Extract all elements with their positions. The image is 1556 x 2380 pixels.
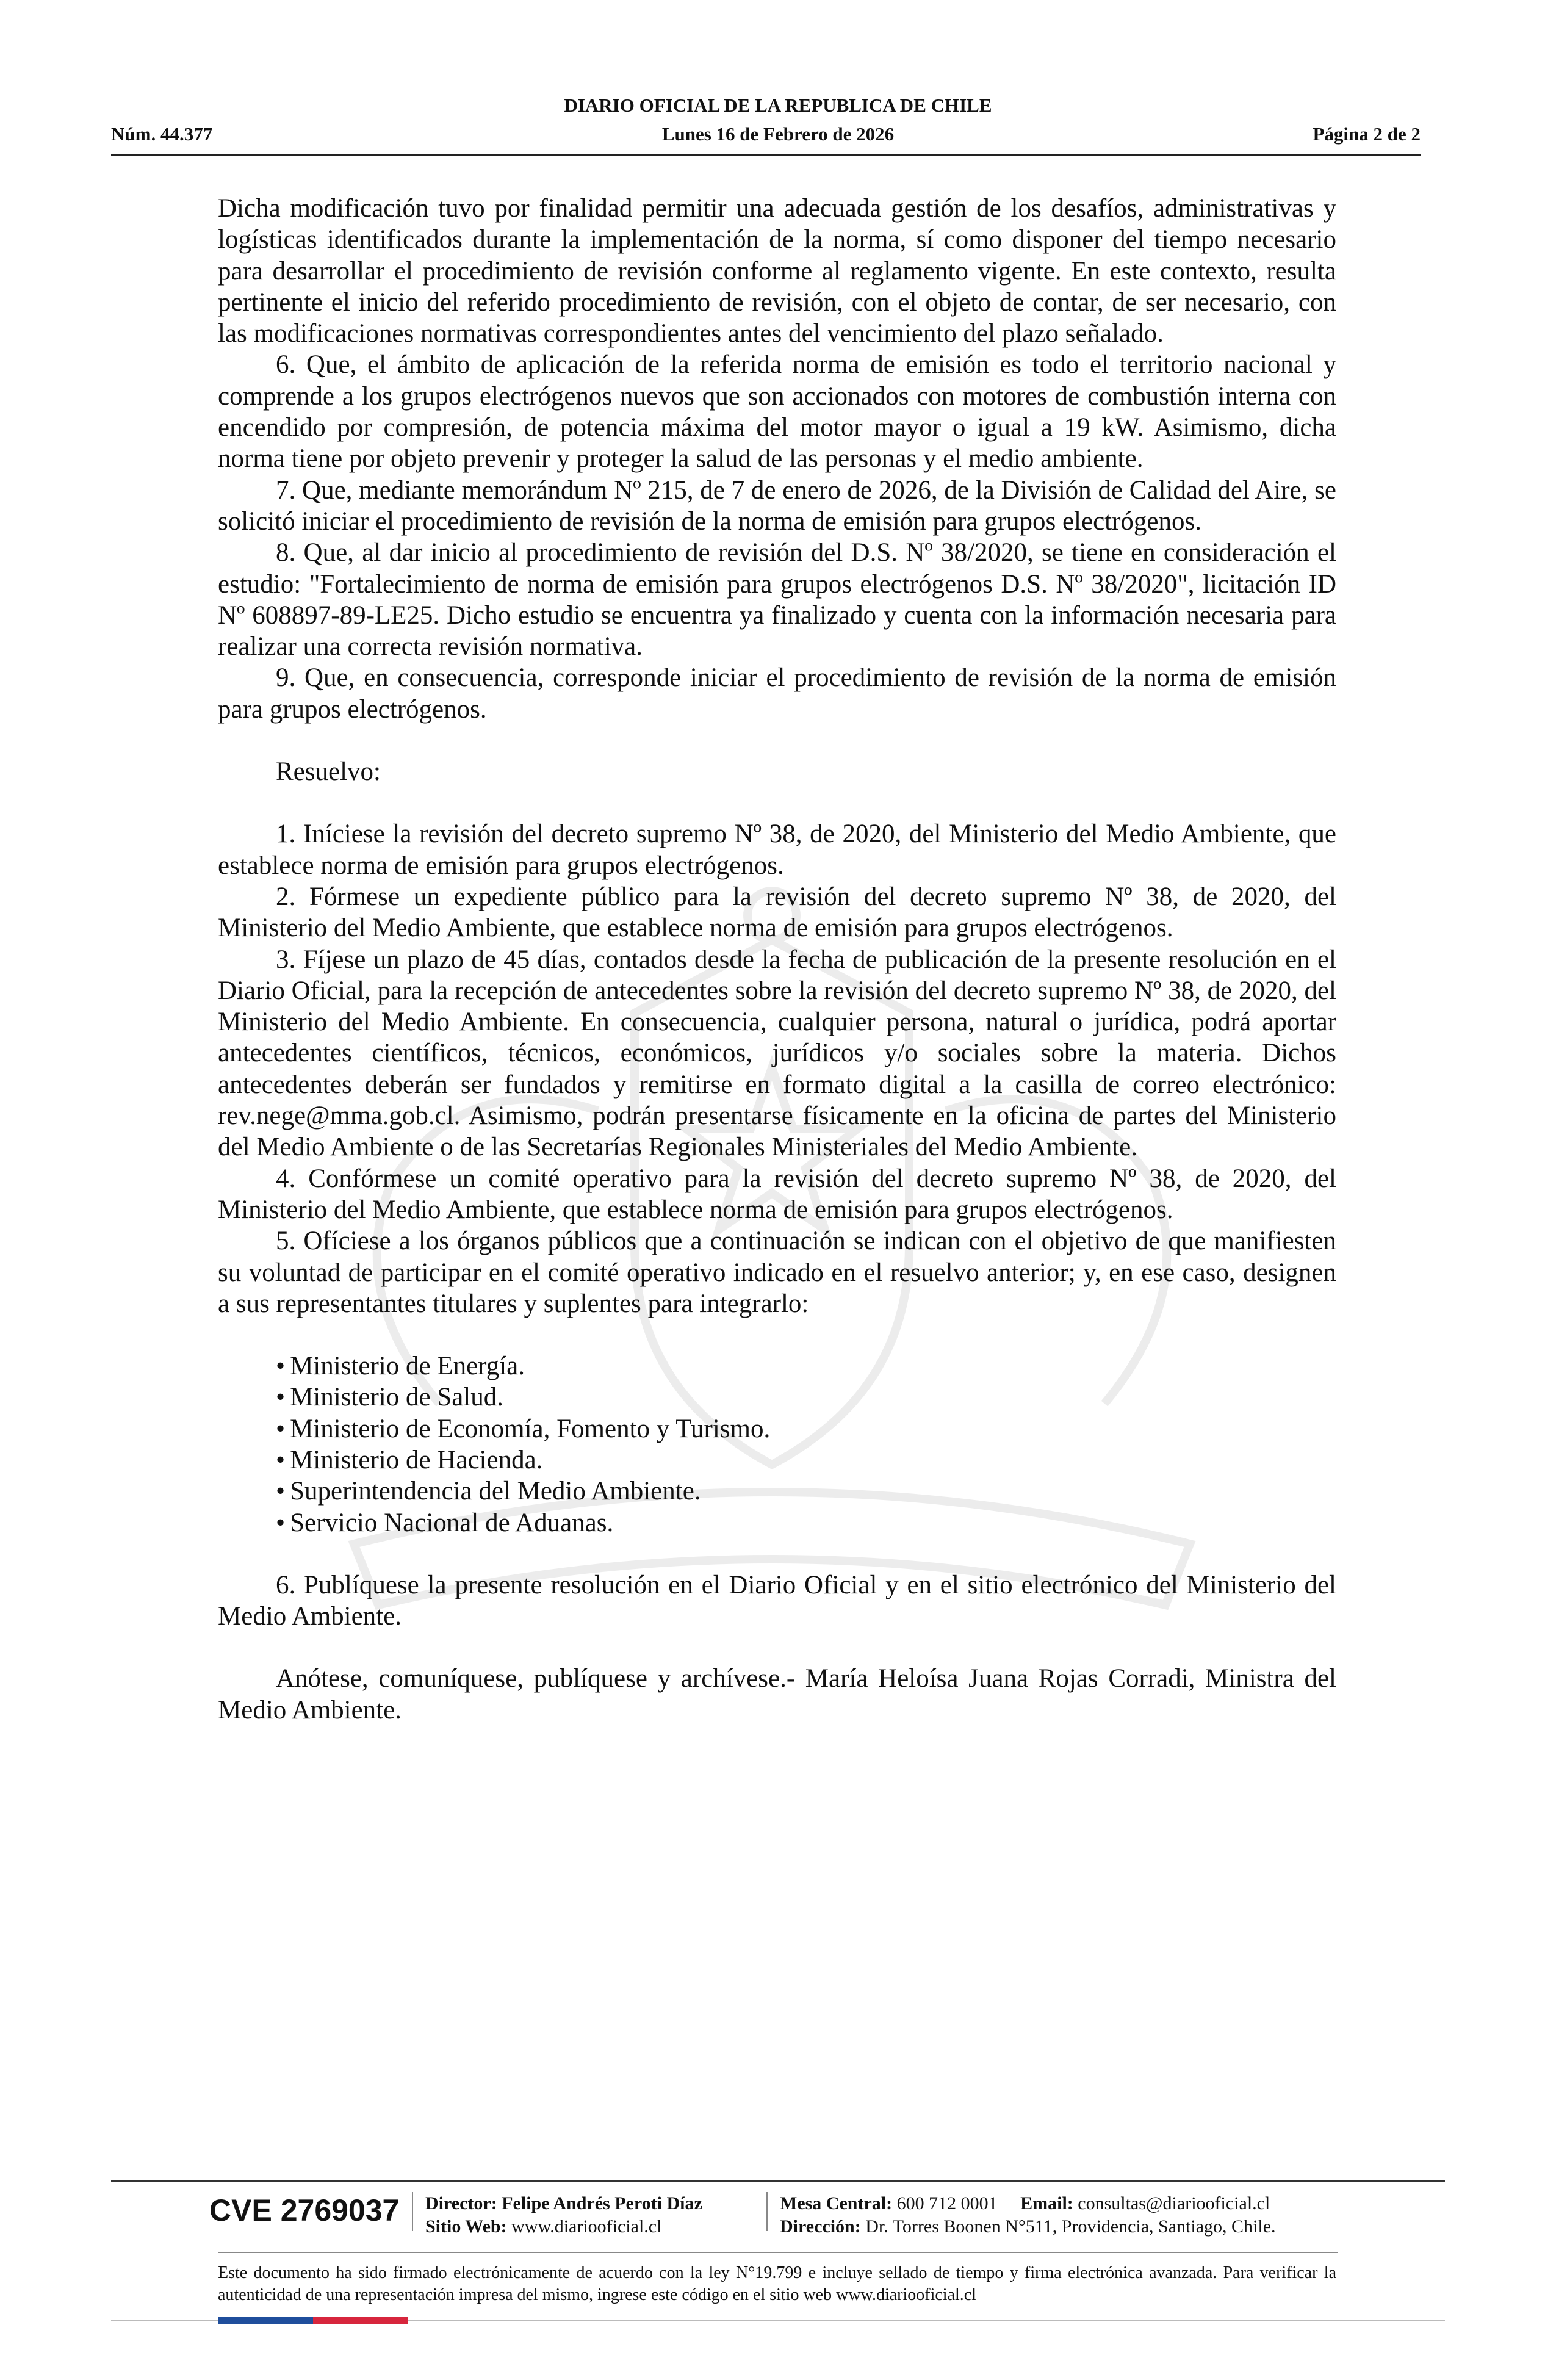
stripe-segment (265, 2317, 313, 2324)
address: Dr. Torres Boonen N°511, Providencia, Santiago, Chile. (865, 2216, 1276, 2237)
stripe-segment (218, 2317, 265, 2324)
flag-color-stripe (218, 2317, 408, 2324)
footer-contact-block: Mesa Central: 600 712 0001 Email: consultas@diariooficial.cl Dirección: Dr. Torres Boonen N°511, Providencia, Santiago, Chile. (780, 2193, 1276, 2237)
stripe-segment (361, 2317, 408, 2324)
issue-number: Núm. 44.377 (111, 123, 213, 145)
list-item: • Servicio Nacional de Aduanas. (276, 1508, 614, 1537)
cve-code: CVE 2769037 (209, 2193, 400, 2227)
header-divider (111, 154, 1421, 156)
director-name: Felipe Andrés Peroti Díaz (502, 2193, 702, 2213)
stripe-segment (313, 2317, 361, 2324)
resolution-1: 1. Iníciese la revisión del decreto supremo Nº 38, de 2020, del Ministerio del Medio Ambiente, que establece norma de emisión para grupos electrógenos. (218, 820, 1336, 880)
paragraph-7: 7. Que, mediante memorándum Nº 215, de 7 de enero de 2026, de la División de Calidad del Aire, se solicitó iniciar el procedimiento de revisión de la norma de emisión para grupos electrógenos. (218, 475, 1336, 536)
paragraph-6: 6. Que, el ámbito de aplicación de la referida norma de emisión es todo el territorio nacional y comprende a los grupos electrógenos nuevos que son accionados con motores de combustión interna con encendido por compresión, de potencia máxima del motor mayor o igual a 19 kW. Asimismo, dicha norma tiene por objeto prevenir y proteger la salud de las personas y el medio ambiente. (218, 350, 1336, 474)
list-item: • Ministerio de Salud. (276, 1383, 504, 1412)
resolution-6: 6. Publíquese la presente resolución en el Diario Oficial y en el sitio electrónico del Ministerio del Medio Ambiente. (218, 1570, 1336, 1631)
footer-divider (218, 2252, 1338, 2253)
ministries-list (218, 1350, 1336, 1538)
footer-separator (766, 2192, 768, 2231)
resolution-2: 2. Fórmese un expediente público para la revisión del decreto supremo Nº 38, de 2020, del Ministerio del Medio Ambiente, que establece norma de emisión para grupos electrógenos. (218, 882, 1336, 943)
email-link[interactable]: consultas@diariooficial.cl (1078, 2193, 1270, 2213)
list-item: • Ministerio de Hacienda. (276, 1445, 543, 1474)
list-item: • Superintendencia del Medio Ambiente. (276, 1477, 701, 1506)
paragraph-8: 8. Que, al dar inicio al procedimiento de revisión del D.S. Nº 38/2020, se tiene en consideración el estudio: "Fortalecimiento de norma de emisión para grupos electrógenos D.S. Nº 38/2020", licitación ID Nº 608897-89-LE25. Dicho estudio se encuentra ya finalizado y cuenta con la información necesaria para realizar una correcta revisión normativa. (218, 538, 1336, 662)
phone-number: 600 712 0001 (896, 2193, 998, 2213)
issue-date: Lunes 16 de Febrero de 2026 (661, 123, 895, 145)
document-body (218, 193, 1336, 1726)
footer-director-block: Director: Felipe Andrés Peroti Díaz Sitio Web: www.diariooficial.cl (425, 2193, 702, 2237)
resolution-5: 5. Ofíciese a los órganos públicos que a continuación se indican con el objetivo de que manifiesten su voluntad de participar en el comité operativo indicado en el resuelvo anterior; y, en ese caso, designen a sus representantes titulares y suplentes para integrarlo: (218, 1227, 1336, 1318)
resolution-4: 4. Confórmese un comité operativo para la revisión del decreto supremo Nº 38, de 2020, del Ministerio del Medio Ambiente, que establece norma de emisión para grupos electrógenos. (218, 1164, 1336, 1224)
legal-notice: Este documento ha sido firmado electrónicamente de acuerdo con la ley N°19.799 e incluye sellado de tiempo y firma electrónica avanzada. Para verificar la autenticidad de una representación impresa del mismo, ingrese este código en el sitio web www.diariooficial.cl (218, 2263, 1336, 2304)
paragraph-intro: Dicha modificación tuvo por finalidad permitir una adecuada gestión de los desafíos, administrativas y logísticas identificados durante la implementación de la norma, sí como disponer del tiempo necesario para desarrollar el procedimiento de revisión conforme al reglamento vigente. En este contexto, resulta pertinente el inicio del referido procedimiento de revisión, con el objeto de contar, de ser necesario, con las modificaciones normativas correspondientes antes del vencimiento del plazo señalado. (218, 194, 1336, 348)
resuelvo-heading: Resuelvo: (276, 757, 381, 787)
newspaper-title: DIARIO OFICIAL DE LA REPUBLICA DE CHILE (564, 95, 992, 116)
closing-signature: Anótese, comuníquese, publíquese y archívese.- María Heloísa Juana Rojas Corradi, Ministra del Medio Ambiente. (218, 1664, 1336, 1725)
footer-divider (111, 2180, 1445, 2182)
resolution-3: 3. Fíjese un plazo de 45 días, contados desde la fecha de publicación de la presente resolución en el Diario Oficial, para la recepción de antecedentes sobre la revisión del decreto supremo Nº 38, de 2020, del Ministerio del Medio Ambiente. En consecuencia, cualquier persona, natural o jurídica, podrá aportar antecedentes científicos, técnicos, económicos, jurídicos y/o sociales sobre la materia. Dichos antecedentes deberán ser fundados y remitirse en formato digital a la casilla de correo electrónico: rev.nege@mma.gob.cl. Asimismo, podrán presentarse físicamente en la oficina de partes del Ministerio del Medio Ambiente o de las Secretarías Regionales Ministeriales del Medio Ambiente. (218, 945, 1336, 1162)
website-link[interactable]: www.diariooficial.cl (511, 2216, 662, 2237)
footer-separator (412, 2192, 413, 2231)
list-item: • Ministerio de Economía, Fomento y Turismo. (276, 1414, 771, 1443)
list-item: • Ministerio de Energía. (276, 1352, 525, 1381)
page-indicator: Página 2 de 2 (1313, 123, 1421, 145)
paragraph-9: 9. Que, en consecuencia, corresponde iniciar el procedimiento de revisión de la norma de emisión para grupos electrógenos. (218, 663, 1336, 724)
